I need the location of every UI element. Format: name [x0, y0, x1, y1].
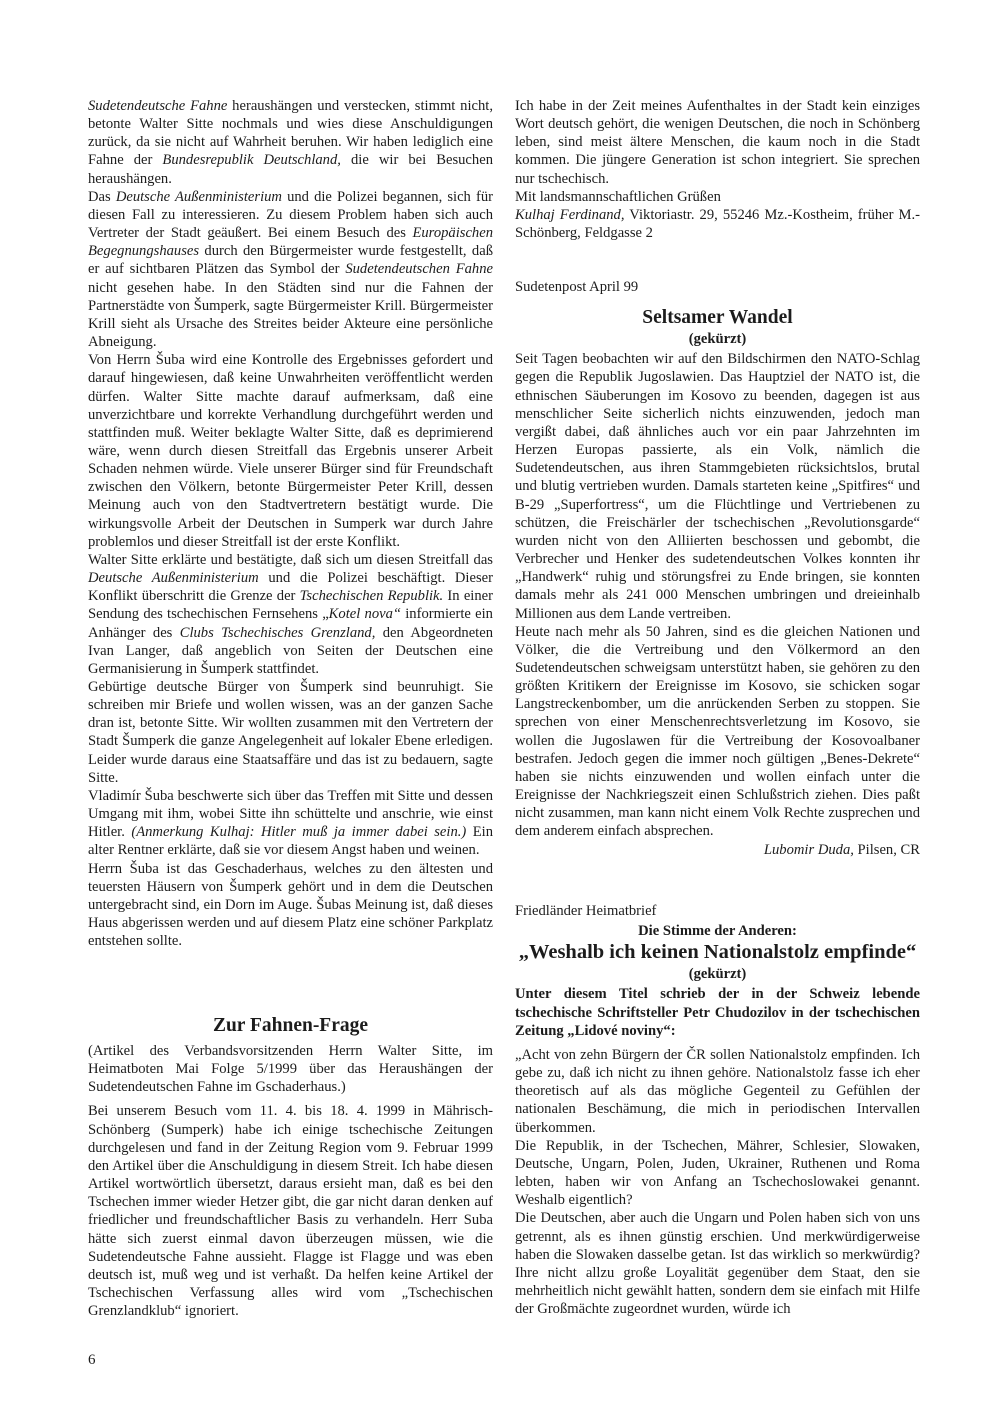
text-run: informierte ein Anhänger des [88, 606, 493, 641]
text-run: durch den Bürgermeister wurde festgestellt, daß er auf sichtbaren Plätzen das Symbol der [88, 243, 493, 278]
letter-body: Ich habe in der Zeit meines Aufenthaltes in der Stadt kein einziges Wort deutsch gehört, die wenigen Deutschen, die noch in Schönberg leben, sind meist ältere Menschen, die kaum noch in die Stadt kommen. Die jüngere Generation ist schon integriert. Sie sprechen nur tschechisch. [515, 98, 920, 187]
text-run: den Abgeordneten Ivan Langer, daß angeblich von Seiten der Deutschen eine Germanisierung in Šumperk stattfindet. [88, 624, 494, 677]
signature-name: Lubomir Duda, [763, 841, 854, 858]
italic-text: Bundesrepublik Deutschland, [162, 152, 341, 169]
letter-author: Kulhaj Ferdinand, [515, 206, 625, 223]
article-title: Zur Fahnen-Frage [212, 1015, 369, 1036]
text-run: heraushängen und verstecken, stimmt nicht, betonte Walter Sitte nochmals und wies diese Anschuldigungen zurück, da sie nicht auf Wahrheit beruhen. Wir haben lediglich eine Fahne der [88, 98, 493, 169]
text-run: Vladimír Šuba beschwerte sich über das Treffen mit Sitte und dessen Umgang mit ihm, wobei Sitte ihn schüttelte und anschrie, wie einst Hitler. [88, 787, 493, 841]
signature-place: Pilsen, CR [853, 841, 920, 858]
letter-greeting: Mit landsmannschaftlichen Grüßen [515, 188, 721, 205]
article-paragraph [88, 860, 493, 951]
letter-address: Viktoriastr. 29, 55246 Mz.-Kostheim, früher M.-Schönberg, Feldgasse 2 [515, 206, 920, 242]
italic-text: Sudetendeutsche Fahne [88, 98, 228, 114]
article-seltsamer-wandel [515, 278, 920, 859]
text-run: In einer Sendung des tschechischen Fernsehens „ [88, 588, 493, 623]
article-subtitle: (gekürzt) [688, 331, 747, 348]
article-title: Seltsamer Wandel [642, 307, 793, 329]
article-intro: (Artikel des Verbandsvorsitzenden Herrn Walter Sitte, im Heimatboten Mai Folge 5/1999 über das Heraushängen der Sudetendeutschen Fahne im Gschaderhaus.) [88, 1043, 493, 1096]
text-run: Das [88, 188, 116, 205]
text-run: nicht gesehen habe. In den Städten sind nur die Fahnen der Partnerstädte von Šumperk, sagte Bürgermeister Krill. Bürgermeister Krill sieht als Ursache des Streites beider Akteure eine persönliche Abneigung. [88, 279, 493, 351]
article-paragraph: Heute nach mehr als 50 Jahren, sind es die gleichen Nationen und Völker, die die Vertreibung und den Völkermord an den Sudetendeutschen schweigsam unterstützt haben, sie gehören zu den größten Kritikern der Ereignisse im Kosovo, sie schicken sogar Langstreckenbomber, um die anrückenden Serben zu stoppen. Sie sprechen von einer Menschenrechtsverletzung im Kosovo, sie wollen die Jugoslawen für die Vertreibung der Kosovoalbaner bestrafen. Jedoch gegen die immer noch gültigen „Benes-Dekrete“ haben sie nichts einzuwenden und wollen einfach unter die Ereignisse der Nachkriegszeit einen Schlußstrich ziehen. Dies paßt nicht zusammen, man kann nicht einem Volk Rechte zusprechen und dem anderem einfach absprechen. [515, 623, 920, 840]
article-source: Sudetenpost April 99 [515, 279, 639, 295]
article-lead: Unter diesem Titel schrieb der in der Schweiz lebende tschechische Schriftsteller Petr Chudozilov in der tschechischen Zeitung „Lidové noviny“: [515, 986, 920, 1039]
article-paragraph: Die Deutschen, aber auch die Ungarn und Polen haben sich von uns getrennt, als es ihnen günstig erschien. Und merkwürdigerweise haben die Slowaken dasselbe getan. Ist das wirklich so merkwürdig? Ihre nicht allzu große Loyalität gegenüber dem Staat, den sie mehrheitlich nicht gewählt hatten, sondern dem sie einfach mit Hilfe der Großmächte zugeordnet wurden, würde ich [515, 1210, 920, 1318]
article-signature [515, 841, 920, 859]
text-run: Von Herrn Šuba wird eine Kontrolle des Ergebnisses gefordert und darauf hingewiesen, daß keine Unwahrheiten veröffentlicht werden dürfen. Walter Sitte machte darauf aufmerksam, daß eine unverzichtbare und korrekte Verhandlung durchgeführt werden und stattfinden muß. Weiter beklagte Walter Sitte, daß es deprimierend wäre, wenn durch diesen Streitfall das Ergebnis unserer Arbeit Schaden nehmen würde. Viele unserer Bürger sind für Freundschaft zwischen den Völkern, betonte Bürgermeister Peter Krill, dessen Meinung auch von den Stadtvertretern bestätigt wurde. Die wirkungsvolle Arbeit der Deutschen in Sumperk war durch Jahre problemlos und dieser Streitfall ist der erste Konflikt. [88, 352, 493, 550]
article-source: Friedländer Heimatbrief [515, 903, 657, 919]
article-paragraph [88, 678, 493, 787]
article-kicker: Die Stimme der Anderen: [638, 923, 797, 940]
text-run: Ein alter Rentner erklärte, daß sie vor diesem Angst haben und weinen. [88, 824, 493, 859]
article-continuation [88, 97, 493, 950]
italic-text: Sudetendeutschen Fahne [345, 261, 494, 278]
letter-ending [515, 97, 920, 242]
article-paragraph [88, 188, 493, 351]
text-run: die wir bei Besuchen heraushängen. [88, 152, 493, 187]
italic-text: Europäischen Begegnungshauses [88, 225, 493, 260]
text-run: Walter Sitte erklärte und bestätigte, daß sich um diesen Streitfall das [88, 551, 493, 568]
article-subtitle: (gekürzt) [688, 966, 747, 983]
article-body: Bei unserem Besuch vom 11. 4. bis 18. 4. 1999 in Mährisch-Schönberg (Sumperk) habe ich einige tschechische Zeitungen durchgelesen und fand in der Zeitung Region vom 9. Februar 1999 den Artikel über die Anschuldigung in diesem Streit. Ich habe diesen Artikel wortwörtlich übersetzt, daraus ersieht man, daß es bei den Tschechen immer wieder Hetzer gibt, die gar nicht daran denken auf friedlicher und freundschaftlicher Basis zu verhandeln. Herr Suba hätte sich zuerst einmal davon überzeugen müssen, wie die Sudetendeutsche Fahne aussieht. Flagge ist Flagge und was eben deutsch ist, muß weg und ist verhaßt. Da helfen keine Artikel der Tschechischen Verfassung alles wird vom „Tschechischen Grenzlandklub“ ignoriert. [88, 1103, 493, 1320]
text-run: und die Polizei beschäftigt. Dieser Konflikt überschritt die Grenze der [88, 570, 493, 605]
italic-text: Deutsche Außenministerium [88, 570, 259, 587]
text-run: und die Polizei begannen, sich für diesen Fall zu interessieren. Zu diesem Problem haben sich auch Vertreter der Stadt geäußert. Bei einem Besuch des [88, 188, 493, 242]
italic-text: Deutsche Außenministerium [115, 188, 282, 205]
text-run: Herrn Šuba ist das Geschaderhaus, welches zu den ältesten und teuersten Häusern von Šumperk gehört und in dem die Deutschen untergebracht sind, ein Dorn im Auge. Šubas Meinung ist, daß dieses Haus abgerissen werden und auf diesem Platz eine schöner Parkplatz entstehen sollte. [88, 860, 493, 950]
italic-text: (Anmerkung Kulhaj: Hitler muß ja immer dabei sein.) [131, 824, 467, 841]
article-paragraph [88, 97, 493, 188]
article-nationalstolz [515, 902, 920, 1318]
page-number: 6 [88, 1352, 96, 1368]
letter-signature [515, 206, 920, 242]
text-run: Gebürtige deutsche Bürger von Šumperk sind beunruhigt. Sie schreiben mir Briefe und wollen wissen, was an der ganzen Sache dran ist, betonte Sitte. Wir wollten zusammen mit den Vertretern der Stadt Šumperk die ganze Angelegenheit auf lokaler Ebene erledigen. Leider wurde daraus eine Staatsaffäre und das ist zu bedauern, sagte Sitte. [88, 679, 493, 786]
italic-text: Clubs Tschechisches Grenzland, [179, 624, 376, 641]
italic-text: Tschechischen Republik. [299, 588, 444, 605]
article-paragraph [88, 551, 493, 678]
article-title: „Weshalb ich keinen Nationalstolz empfinde“ [518, 941, 917, 964]
article-paragraph: Seit Tagen beobachten wir auf den Bildschirmen den NATO-Schlag gegen die Republik Jugoslawien. Das Hauptziel der NATO ist, die ethnischen Säuberungen im Kosovo zu beenden, dagegen ist aus menschlicher Seite sicherlich nichts einzuwenden, jedoch man vergißt dabei, daß ähnliches auch vor ein paar Jahrzehnten im Herzen Europas passierte, als ein Volk, nämlich die Sudetendeutschen, aus ihren Stammgebieten rücksichtslos, brutal und blutig vertrieben wurden. Damals starteten keine „Spitfires“ und B-29 „Superfortress“, um die Flüchtlinge und Vertriebenen zu schützen, die Freischärler der tschechischen „Revolutionsgarde“ wurden nicht von den Alliierten beschossen und gebombt, die Verbrecher und Henker des sudetendeutschen Volkes konnten ihr „Handwerk“ ruhig und störungsfrei zu Ende bringen, sie konnten damals mehr als 241 000 Menschen umbringen und dreieinhalb Millionen aus dem Lande vertreiben. [515, 351, 920, 622]
article-paragraph: Die Republik, in der Tschechen, Mährer, Schlesier, Slowaken, Deutsche, Ungarn, Polen, Juden, Ukrainer, Ruthenen und Roma lebten, haben wir von Anfang an Tschechoslowakei genannt. Weshalb eigentlich? [515, 1137, 920, 1209]
article-paragraph [88, 351, 493, 551]
article-zur-fahnen-frage [88, 1014, 493, 1320]
article-paragraph [88, 787, 493, 860]
article-paragraph: „Acht von zehn Bürgern der ČR sollen Nationalstolz empfinden. Ich gebe zu, daß ich nicht zu ihnen gehöre. Nationalstolz fasse ich eher theoretisch auf als das mögliche Gegenteil zu Gefühlen der nationalen Beschämung, die mich in periodischen Intervallen überkommen. [515, 1046, 920, 1136]
italic-text: Kotel nova“ [328, 606, 402, 623]
